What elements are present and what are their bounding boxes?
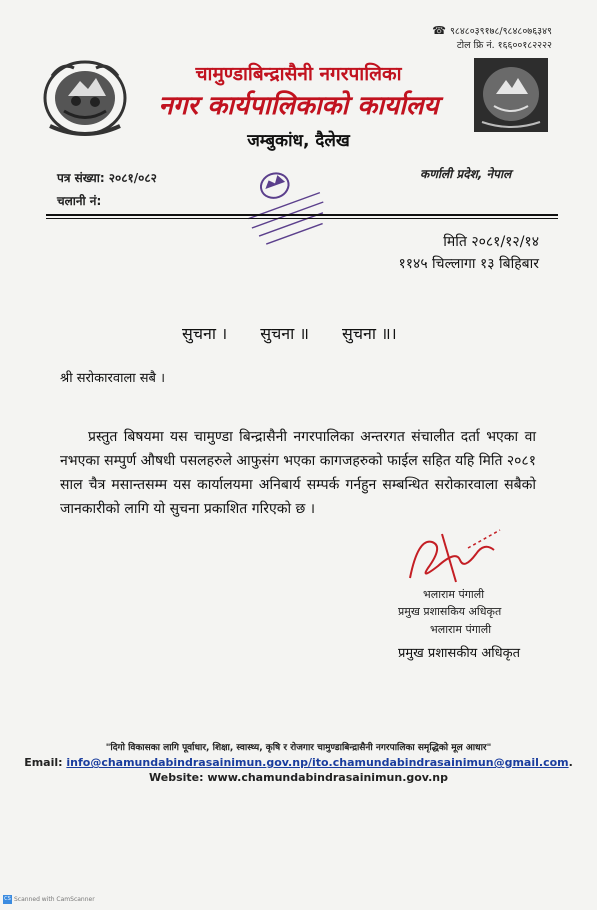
contact-phone: ☎ ९८४८०३९१७८/९८४८०७६३४९ टोल फ्रि नं. १६६००१८२२२२ — [432, 24, 552, 51]
heading-part-3: सुचना ॥। — [342, 324, 397, 343]
province-label: कर्णाली प्रदेश, नेपाल — [420, 167, 512, 181]
header-rule — [46, 214, 558, 216]
dispatch-number: चलानी नं: — [57, 194, 102, 208]
signatory-title-stamp: प्रमुख प्रशासकिय अधिकृत — [398, 605, 502, 618]
office-name: नगर कार्यपालिकाको कार्यालय — [158, 91, 439, 121]
notice-body: प्रस्तुत बिषयमा यस चामुण्डा बिन्द्रासैनी नगरपालिका अन्तरगत संचालीत दर्ता भएका वा नभएका सम्पुर्ण औषधी पसलहरुले आफुसंग भएका कागजहरुको फाईल सहित यहि मिति २०८१ साल चैत्र मसान्तसम्म यस कार्यालयमा अनिबार्य सम्पर्क गर्नहुन सम्बन्धित सरोकारवाला सबैको जानकारीको लागि यो सुचना प्रकाशित गरिएको छ । — [60, 429, 536, 517]
camscanner-icon: CS — [4, 896, 11, 902]
footer-website: Website: www.chamundabindrasainimun.gov.np — [149, 771, 448, 784]
heading-part-2: सुचना ॥ — [260, 324, 309, 343]
header-rule-thin — [46, 218, 558, 219]
signatory-title: प्रमुख प्रशासकीय अधिकृत — [398, 646, 521, 661]
footer-email — [0, 756, 597, 769]
heading-part-1: सुचना । — [182, 324, 228, 343]
email-end: . — [568, 756, 573, 769]
footer-slogan: "दिगो विकासका लागि पूर्वाधार, शिक्षा, स्वास्थ्य, कृषि र रोजगार चामुण्डाबिन्द्रासैनी नगरपालिका समृद्धिको मूल आधार" — [105, 743, 492, 753]
official-stamp — [232, 162, 336, 260]
email-link[interactable]: info@chamundabindrasainimun.gov.np/ito.chamundabindrasainimun@gmail.com — [66, 756, 569, 769]
email-label: Email: — [24, 756, 63, 769]
handwritten-signature — [398, 520, 508, 590]
municipality-name: चामुण्डाबिन्द्रासैनी नगरपालिका — [195, 63, 402, 85]
signatory-name: भलाराम पंगाली — [430, 623, 492, 636]
phone-icon: ☎ — [432, 24, 446, 37]
scanner-watermark — [3, 895, 95, 904]
dispatch-info: ११४५ चिल्लागा १३ बिहिबार — [398, 256, 539, 272]
salutation: श्री सरोकारवाला सबै । — [60, 371, 166, 386]
signatory-name-stamp: भलाराम पंगाली — [423, 588, 485, 601]
reference-number: पत्र संख्या: २०८१/०८२ — [57, 171, 157, 185]
toll-free: टोल फ्रि नं. १६६००१८२२२२ — [456, 40, 552, 51]
scanner-text: Scanned with CamScanner — [14, 896, 95, 903]
notice-heading — [182, 322, 425, 344]
letter-date: मिति २०८१/१२/१४ — [443, 234, 539, 250]
office-address: जम्बुकांध, दैलेख — [247, 131, 350, 151]
